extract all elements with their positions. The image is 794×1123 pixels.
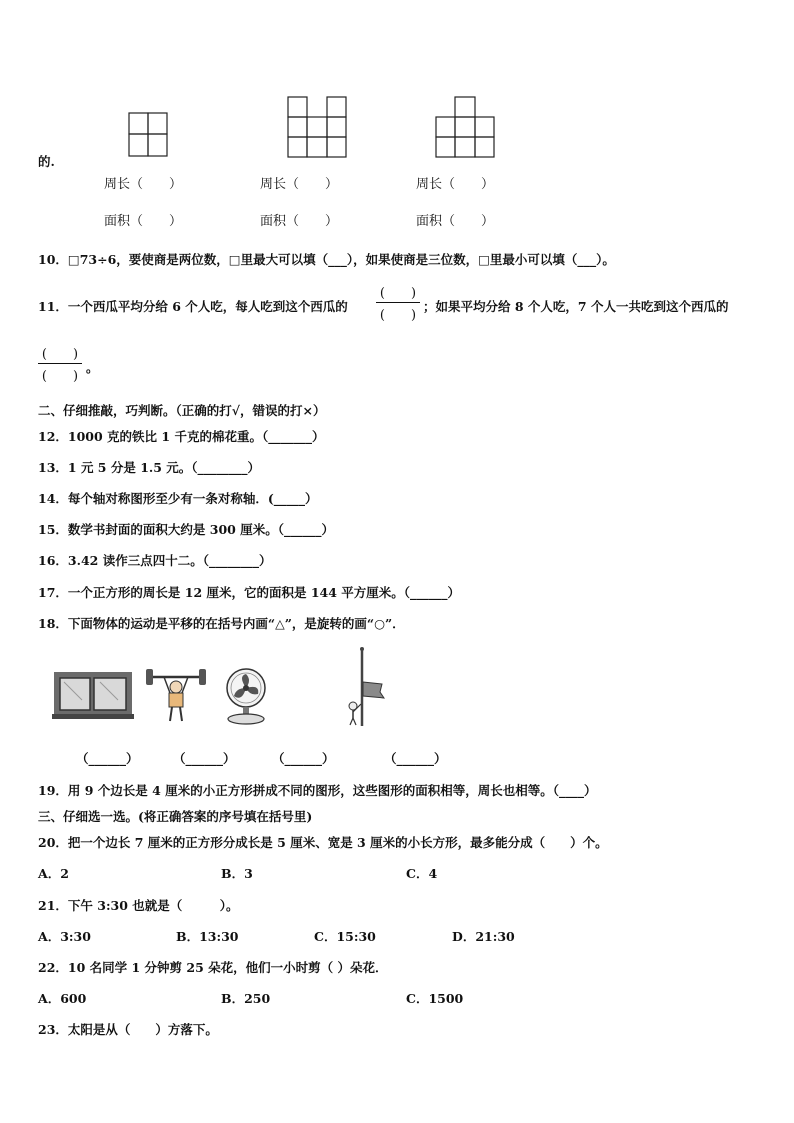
question-15: 15．数学书封面的面积大约是 300 厘米。（______） (38, 522, 334, 537)
question-11-part1: 11．一个西瓜平均分给 6 个人吃，每人吃到这个西瓜的 (38, 299, 348, 314)
question-21: 21．下午 3:30 也就是（ ）。 (38, 898, 239, 913)
section-3-heading: 三、仔细选一选。(将正确答案的序号填在括号里) (38, 809, 313, 824)
electric-fan-picture (224, 666, 268, 726)
fraction-blank-2 (38, 343, 82, 384)
q21-option-b: B．13:30 (176, 929, 239, 944)
grid-shape-3 (435, 96, 497, 159)
fraction-denominator: ( ) (41, 369, 79, 384)
q20-option-b: B．3 (221, 866, 253, 881)
q20-option-c: C．4 (406, 866, 438, 881)
answer-blank-window: （______） (76, 751, 139, 766)
fraction-bar (38, 363, 82, 364)
perimeter-label-1: 周长（ ） (104, 177, 183, 192)
q22-option-a: A．600 (38, 991, 87, 1006)
area-label-1: 面积（ ） (104, 214, 183, 229)
question-18: 18．下面物体的运动是平移的在括号内画“△”，是旋转的画“○”． (38, 616, 405, 631)
q20-option-a: A．2 (38, 866, 69, 881)
perimeter-label-3: 周长（ ） (416, 177, 495, 192)
question-20: 20．把一个边长 7 厘米的正方形分成长是 5 厘米、宽是 3 厘米的小长方形，最多能分成（ ）个。 (38, 835, 608, 850)
q21-option-d: D．21:30 (452, 929, 515, 944)
fraction-numerator: ( ) (41, 347, 79, 362)
answer-blank-weightlifter: （______） (173, 751, 236, 766)
flag-raising-picture (340, 646, 386, 728)
question-23: 23．太阳是从（ ）方落下。 (38, 1022, 218, 1037)
q21-option-a: A．3:30 (38, 929, 91, 944)
fraction-numerator: ( ) (379, 286, 417, 301)
area-label-3: 面积（ ） (416, 214, 495, 229)
weightlifter-picture (146, 663, 206, 725)
window-sliding-picture (52, 670, 134, 720)
fraction-blank-1 (376, 282, 420, 323)
question-12: 12．1000 克的铁比 1 千克的棉花重。（_______） (38, 429, 325, 444)
answer-blank-fan: （______） (272, 751, 335, 766)
section-2-heading: 二、仔细推敲，巧判断。（正确的打√，错误的打×） (38, 403, 326, 418)
q22-option-b: B．250 (221, 991, 271, 1006)
question-16: 16．3.42 读作三点四十二。（________） (38, 553, 272, 568)
fraction-denominator: ( ) (379, 308, 417, 323)
grid-shape-1 (128, 112, 170, 158)
question-9-tail: 的. (38, 154, 55, 169)
perimeter-label-2: 周长（ ） (260, 177, 339, 192)
question-10: 10．□73÷6，要使商是两位数，□里最大可以填（___），如果使商是三位数，□里最小可以填（___）。 (38, 252, 615, 267)
question-19: 19．用 9 个边长是 4 厘米的小正方形拼成不同的图形，这些图形的面积相等，周长也相等。（____） (38, 783, 597, 798)
grid-shape-2 (287, 96, 349, 159)
q21-option-c: C．15:30 (314, 929, 376, 944)
question-22: 22．10 名同学 1 分钟剪 25 朵花，他们一小时剪（ ）朵花． (38, 960, 388, 975)
question-13: 13．1 元 5 分是 1.5 元。（________） (38, 460, 261, 475)
answer-blank-flag: （______） (384, 751, 447, 766)
area-label-2: 面积（ ） (260, 214, 339, 229)
question-17: 17．一个正方形的周长是 12 厘米，它的面积是 144 平方厘米。（______） (38, 585, 461, 600)
question-14: 14．每个轴对称图形至少有一条对称轴．(_____） (38, 491, 318, 506)
question-11-part2: ；如果平均分给 8 个人吃，7 个人一共吃到这个西瓜的 (423, 299, 729, 314)
fraction-bar (376, 302, 420, 303)
q22-option-c: C．1500 (406, 991, 464, 1006)
question-11-end: 。 (86, 360, 99, 375)
